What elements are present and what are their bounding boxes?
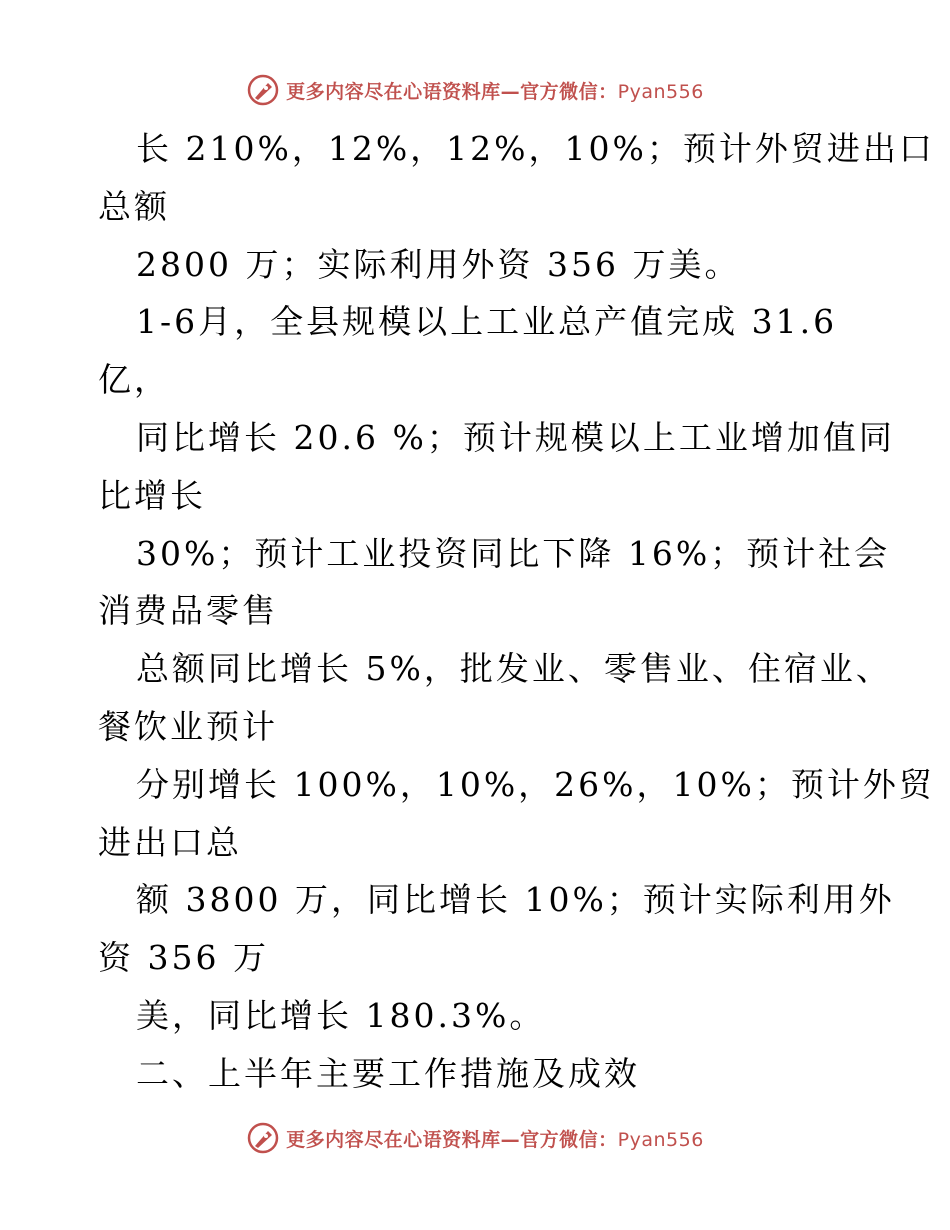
text-line: 比增长 xyxy=(98,475,206,515)
watermark-id: Pyan556 xyxy=(617,1128,704,1151)
text-line: 分别增长 100%，10%，26%，10%；预计外贸 xyxy=(136,764,935,804)
text-line: 30%；预计工业投资同比下降 16%；预计社会 xyxy=(136,533,891,573)
watermark-cn: 更多内容尽在心语资料库—官方微信： xyxy=(286,1128,618,1151)
text-line: 1-6月，全县规模以上工业总产值完成 31.6 xyxy=(136,302,838,342)
watermark-header xyxy=(0,70,950,110)
text-line: 进出口总 xyxy=(98,822,242,862)
text-line: 长 210%，12%，12%，10%；预计外贸进出口 xyxy=(136,129,935,168)
text-line: 亿， xyxy=(98,360,170,400)
text-line: 消费品零售 xyxy=(98,591,278,631)
text-line: 资 356 万 xyxy=(98,938,269,978)
watermark-id: Pyan556 xyxy=(617,80,704,103)
text-line: 总额 xyxy=(98,186,170,226)
pen-nib-logo-icon xyxy=(246,73,280,107)
text-line: 二、上半年主要工作措施及成效 xyxy=(136,1053,640,1093)
document-body xyxy=(98,120,935,1103)
pen-nib-logo-icon xyxy=(246,1121,280,1155)
text-line: 同比增长 20.6 %；预计规模以上工业增加值同 xyxy=(136,417,895,457)
text-line: 2800 万；实际利用外资 356 万美。 xyxy=(136,244,741,284)
watermark-cn: 更多内容尽在心语资料库—官方微信： xyxy=(286,80,618,103)
text-line: 总额同比增长 5%，批发业、零售业、住宿业、 xyxy=(136,649,892,689)
watermark-text xyxy=(286,1125,704,1152)
text-line: 餐饮业预计 xyxy=(98,706,278,746)
watermark-footer xyxy=(0,1118,950,1158)
watermark-text xyxy=(286,77,704,104)
text-line: 额 3800 万，同比增长 10%；预计实际利用外 xyxy=(136,880,895,920)
text-line: 美，同比增长 180.3%。 xyxy=(136,995,546,1035)
